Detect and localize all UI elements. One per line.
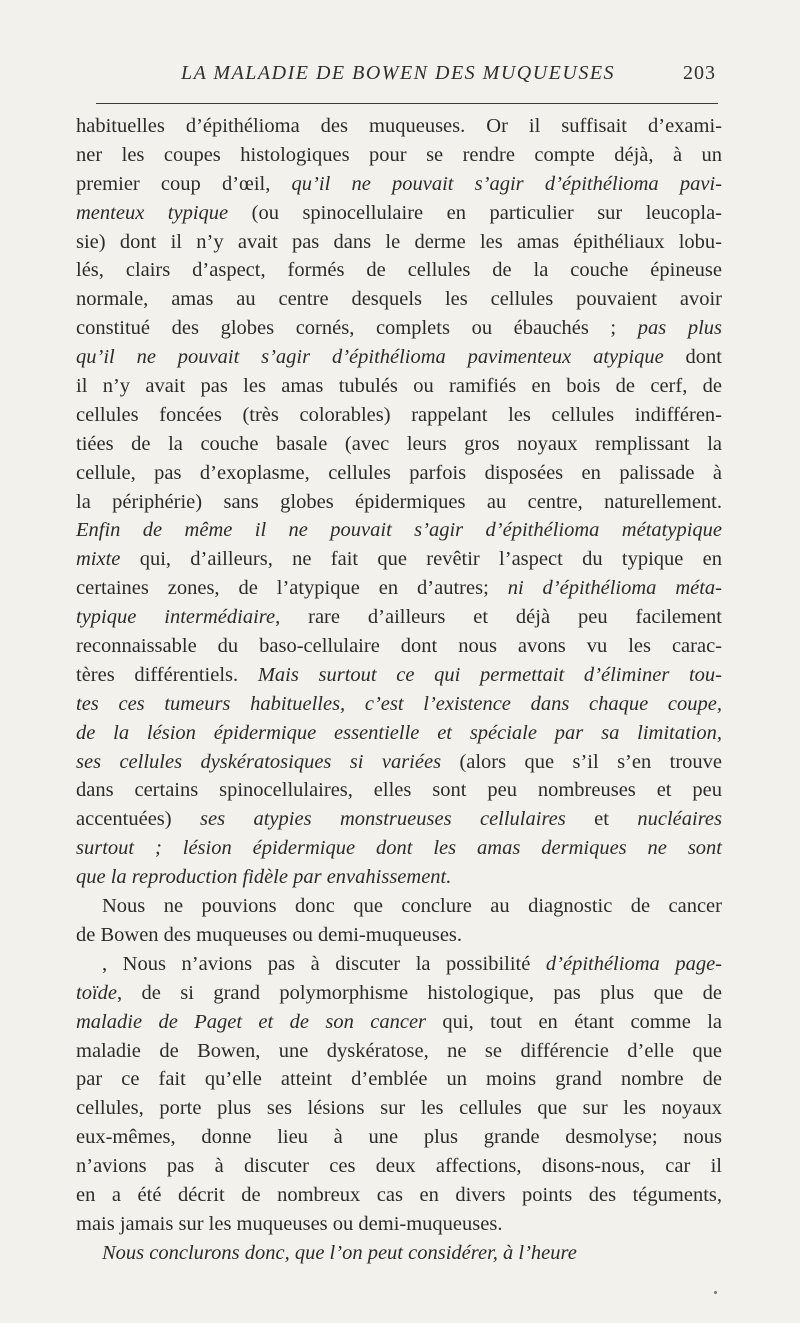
italic-text: que la reproduction fidèle par envahissement. [76, 866, 452, 889]
text-line [76, 632, 722, 661]
italic-text: Mais surtout ce qui permettait d’éliminer tou- [257, 663, 722, 686]
text-line [76, 834, 722, 863]
text-run: constitué des globes cornés, complets ou ébauchés ; [76, 317, 638, 340]
text-line [76, 719, 722, 748]
italic-text: typique intermédiaire [76, 606, 276, 629]
text-run: premier coup d’œil, [76, 172, 292, 195]
text-line [76, 1181, 722, 1210]
text-line [76, 545, 722, 574]
text-line [76, 1152, 722, 1181]
italic-text: Nous conclurons donc, que l’on peut considérer, à l’heure [102, 1241, 577, 1264]
text-line [76, 401, 722, 430]
text-line [76, 112, 722, 141]
header-rule [96, 103, 718, 104]
text-run: et [565, 808, 638, 831]
italic-text: menteux typique [76, 201, 229, 224]
text-run: , Nous n’avions pas à discuter la possibilité [102, 952, 546, 975]
text-run: tiées de la couche basale (avec leurs gros noyaux remplissant la [76, 432, 722, 455]
text-run: tères différentiels. [76, 663, 258, 686]
text-run: dans certains spinocellulaires, elles sont peu nombreuses et peu [76, 779, 722, 802]
text-run: , rare d’ailleurs et déjà peu facilement [275, 606, 723, 629]
text-line [76, 661, 722, 690]
text-run: ner les coupes histologiques pour se rendre compte déjà, à un [76, 143, 722, 166]
italic-text: ses cellules dyskératosiques si variées [76, 750, 442, 773]
text-run: habituelles d’épithélioma des muqueuses. Or il suffisait d’exami- [76, 115, 722, 137]
text-run: il n’y avait pas les amas tubulés ou ramifiés en bois de cerf, de [76, 375, 722, 398]
text-line [76, 256, 722, 285]
italic-text: maladie de Paget et de son cancer [76, 1010, 427, 1033]
text-line [76, 430, 722, 459]
italic-text: surtout ; lésion épidermique dont les amas dermiques ne sont [76, 837, 722, 860]
text-run: reconnaissable du baso-cellulaire dont nous avons vu les carac- [76, 635, 722, 658]
text-line [76, 574, 722, 603]
italic-text: de la lésion épidermique essentielle et spéciale par sa limitation, [76, 721, 722, 744]
text-line [76, 921, 722, 950]
italic-text: ses atypies monstrueuses cellulaires [200, 808, 566, 831]
text-line [76, 1094, 722, 1123]
text-line [76, 979, 722, 1008]
text-line [76, 516, 722, 545]
italic-text: d’épithélioma page- [545, 952, 722, 975]
text-line [76, 1239, 722, 1268]
text-line [76, 863, 722, 892]
text-line [76, 170, 722, 199]
italic-text: toïde [76, 981, 117, 1004]
text-run: mais jamais sur les muqueuses ou demi-muqueuses. [76, 1212, 503, 1235]
text-line [76, 459, 722, 488]
text-run: de Bowen des muqueuses ou demi-muqueuses. [76, 923, 463, 946]
text-run: , de si grand polymorphisme histologique, pas plus que de [117, 981, 722, 1004]
text-run: normale, amas au centre desquels les cellules pouvaient avoir [76, 288, 722, 311]
text-run: en a été décrit de nombreux cas en divers points des téguments, [76, 1183, 722, 1206]
italic-text: nucléaires [637, 808, 723, 831]
text-run: maladie de Bowen, une dyskératose, ne se différencie d’elle que [76, 1039, 722, 1062]
text-run: cellules foncées (très colorables) rappelant les cellules indifféren- [76, 403, 722, 426]
running-title: LA MALADIE DE BOWEN DES MUQUEUSES [180, 62, 616, 84]
text-line [76, 776, 722, 805]
page-header [76, 62, 720, 92]
text-run: (ou spinocellulaire en particulier sur leucopla- [228, 201, 723, 224]
text-run: eux-mêmes, donne lieu à une plus grande desmolyse; nous [76, 1126, 722, 1149]
speck-mark [714, 1291, 717, 1294]
text-line [76, 1037, 722, 1066]
text-line [76, 748, 722, 777]
text-line [76, 1210, 722, 1239]
text-line [76, 285, 722, 314]
text-line [76, 690, 722, 719]
text-run: certaines zones, de l’atypique en d’autres; [76, 577, 508, 600]
text-run: la périphérie) sans globes épidermiques au centre, naturellement. [76, 490, 722, 513]
text-line [76, 314, 722, 343]
text-line [76, 372, 722, 401]
text-line [76, 892, 722, 921]
italic-text: qu’il ne pouvait s’agir d’épithélioma pavimenteux atypique [76, 346, 664, 369]
text-run: qui, d’ailleurs, ne fait que revêtir l’aspect du typique en [120, 548, 722, 571]
text-line [76, 141, 722, 170]
italic-text: tes ces tumeurs habituelles, c’est l’existence dans chaque coupe, [76, 692, 722, 715]
text-line [76, 1123, 722, 1152]
text-run: dont [663, 346, 723, 369]
italic-text: ni d’épithélioma méta- [507, 577, 723, 600]
text-run: qui, tout en étant comme la [426, 1010, 722, 1033]
italic-text: mixte [76, 548, 121, 571]
text-run: lés, clairs d’aspect, formés de cellules de la couche épineuse [76, 259, 722, 282]
text-run: par ce fait qu’elle atteint d’emblée un moins grand nombre de [76, 1068, 722, 1091]
text-line [76, 199, 722, 228]
text-line [76, 805, 722, 834]
text-run: (alors que s’il s’en trouve [441, 750, 722, 773]
text-line [76, 603, 722, 632]
text-line [76, 343, 722, 372]
italic-text: pas plus [637, 317, 722, 340]
text-line [76, 950, 722, 979]
text-run: sie) dont il n’y avait pas dans le derme les amas épithéliaux lobu- [76, 230, 722, 253]
text-line [76, 1065, 722, 1094]
body-text [76, 112, 722, 1268]
page-number: 203 [683, 62, 716, 84]
text-line [76, 1008, 722, 1037]
text-run: Nous ne pouvions donc que conclure au diagnostic de cancer [102, 895, 722, 918]
italic-text: qu’il ne pouvait s’agir d’épithélioma pavi- [291, 172, 722, 195]
text-run: n’avions pas à discuter ces deux affections, disons-nous, car il [76, 1155, 722, 1178]
text-line [76, 228, 722, 257]
italic-text: Enfin de même il ne pouvait s’agir d’épithélioma métatypique [76, 519, 722, 542]
text-line [76, 488, 722, 517]
text-run: cellules, porte plus ses lésions sur les cellules que sur les noyaux [76, 1097, 722, 1120]
text-run: cellule, pas d’exoplasme, cellules parfois disposées en palissade à [76, 461, 722, 484]
text-run: accentuées) [76, 808, 201, 831]
